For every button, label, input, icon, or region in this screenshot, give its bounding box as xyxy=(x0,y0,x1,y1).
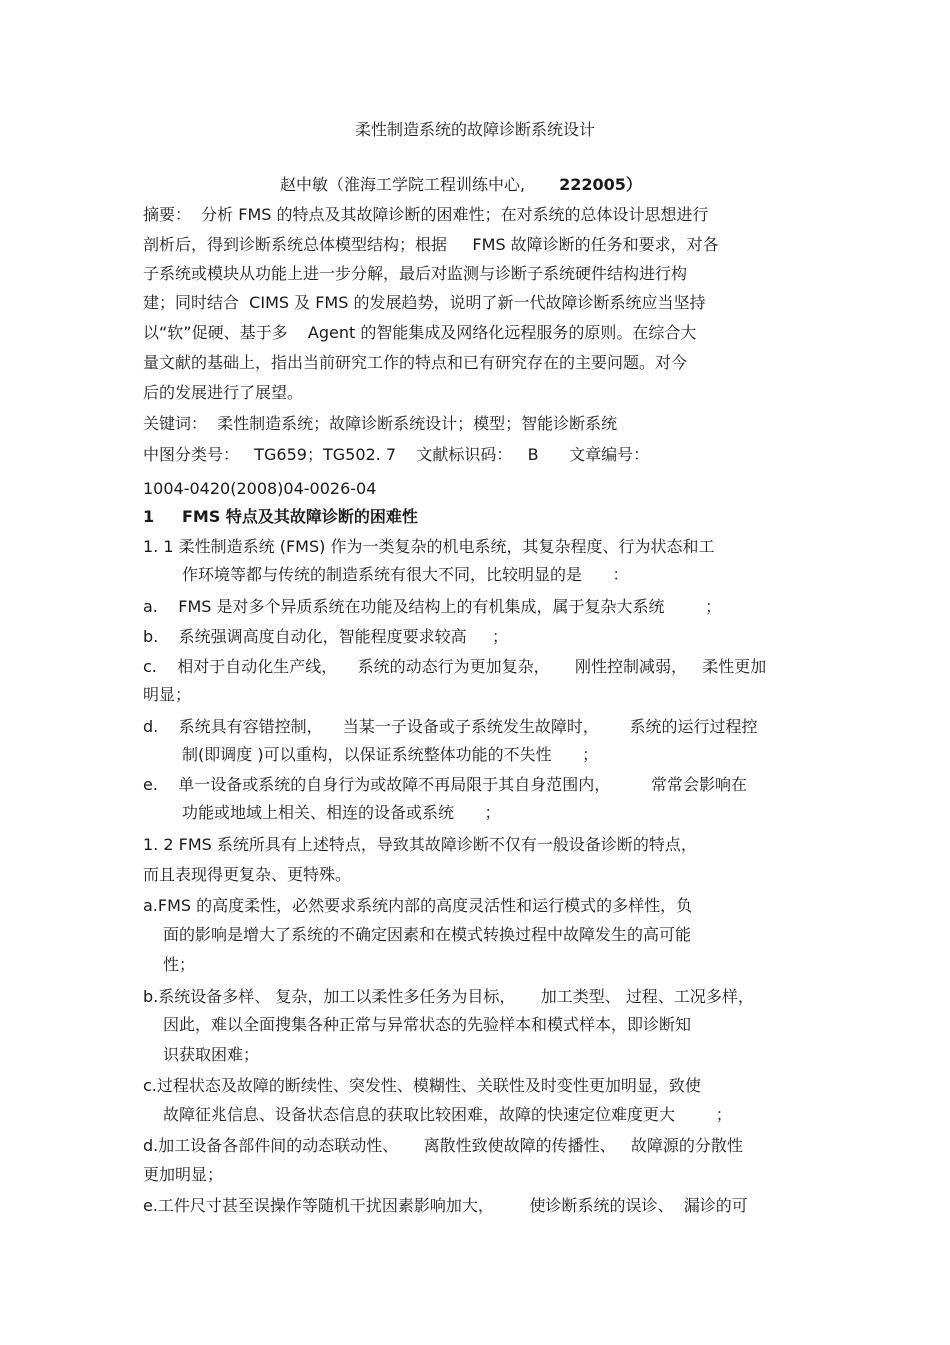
list-item: d. 系统具有容错控制， 当某一子设备或子系统发生故障时， 系统的运行过程控 xyxy=(143,717,758,736)
list-item: b.系统设备多样、 复杂，加工以柔性多任务为目标， 加工类型、 过程、工况多样， xyxy=(143,987,754,1006)
author-affiliation: 赵中敏（淮海工学院工程训练中心, xyxy=(280,175,526,194)
list-item-cont: 因此，难以全面搜集各种正常与异常状态的先验样本和模式样本，即诊断知 xyxy=(163,1015,692,1034)
list-item-cont: 故障征兆信息、设备状态信息的获取比较困难，故障的快速定位难度更大 ； xyxy=(163,1105,732,1124)
list-item: a.FMS 的高度柔性，必然要求系统内部的高度灵活性和运行模式的多样性，负 xyxy=(143,896,693,915)
list-item: e.工件尺寸甚至误操作等随机干扰因素影响加大， 使诊断系统的误诊、 漏诊的可 xyxy=(143,1196,748,1215)
list-item-cont: 明显； xyxy=(143,685,192,704)
list-item-cont: 性； xyxy=(163,955,196,974)
abstract-line: 剖析后，得到诊断系统总体模型结构；根据 FMS 故障诊断的任务和要求，对各 xyxy=(143,235,719,254)
list-item: c.过程状态及故障的断续性、突发性、模糊性、关联性及时变性更加明显，致使 xyxy=(143,1076,701,1095)
list-item-cont: 识获取困难； xyxy=(163,1045,260,1064)
list-item: b. 系统强调高度自动化，智能程度要求较高 ； xyxy=(143,627,509,646)
abstract-line: 以“软”促硬、基于多 Agent 的智能集成及网络化远程服务的原则。在综合大 xyxy=(143,323,697,342)
list-item: c. 相对于自动化生产线， 系统的动态行为更加复杂， 刚性控制减弱， 柔性更加 xyxy=(143,657,767,676)
body-line: 作环境等都与传统的制造系统有很大不同，比较明显的是 ： xyxy=(182,565,629,584)
list-item-cont: 制(即调度 )可以重构，以保证系统整体功能的不失性 ； xyxy=(182,745,599,764)
article-number: 1004-0420(2008)04-0026-04 xyxy=(143,479,377,498)
section-heading: 1 FMS 特点及其故障诊断的困难性 xyxy=(143,507,418,526)
body-line: 1. 2 FMS 系统所具有上述特点，导致其故障诊断不仅有一般设备诊断的特点， xyxy=(143,835,697,854)
list-item: d.加工设备各部件间的动态联动性、 离散性致使故障的传播性、 故障源的分散性 xyxy=(143,1136,743,1155)
list-item-cont: 更加明显； xyxy=(143,1165,224,1184)
body-line: 1. 1 柔性制造系统 (FMS) 作为一类复杂的机电系统，其复杂程度、行为状态和工 xyxy=(143,537,715,556)
abstract-line: 摘要： 分析 FMS 的特点及其故障诊断的困难性；在对系统的总体设计思想进行 xyxy=(143,205,709,224)
postal-code: 222005） xyxy=(559,175,642,194)
author-line xyxy=(280,172,642,198)
keywords-line: 关键词： 柔性制造系统；故障诊断系统设计；模型；智能诊断系统 xyxy=(143,414,618,433)
list-item: e. 单一设备或系统的自身行为或故障不再局限于其自身范围内， 常常会影响在 xyxy=(143,775,747,794)
body-line: 而且表现得更复杂、更特殊。 xyxy=(143,865,352,884)
document-title: 柔性制造系统的故障诊断系统设计 xyxy=(354,120,595,139)
list-item-cont: 功能或地域上相关、相连的设备或系统 ； xyxy=(182,803,501,822)
abstract-line: 子系统或模块从功能上进一步分解，最后对监测与诊断子系统硬件结构进行构 xyxy=(143,264,688,283)
abstract-line: 建；同时结合 CIMS 及 FMS 的发展趋势，说明了新一代故障诊断系统应当坚持 xyxy=(143,293,706,312)
abstract-line: 量文献的基础上，指出当前研究工作的特点和已有研究存在的主要问题。对今 xyxy=(143,353,688,372)
list-item: a. FMS 是对多个异质系统在功能及结构上的有机集成，属于复杂大系统 ； xyxy=(143,597,722,616)
abstract-line: 后的发展进行了展望。 xyxy=(143,383,304,402)
list-item-cont: 面的影响是增大了系统的不确定因素和在模式转换过程中故障发生的高可能 xyxy=(163,925,692,944)
classification-line: 中图分类号： TG659；TG502. 7 文献标识码： B 文章编号： xyxy=(143,445,650,464)
